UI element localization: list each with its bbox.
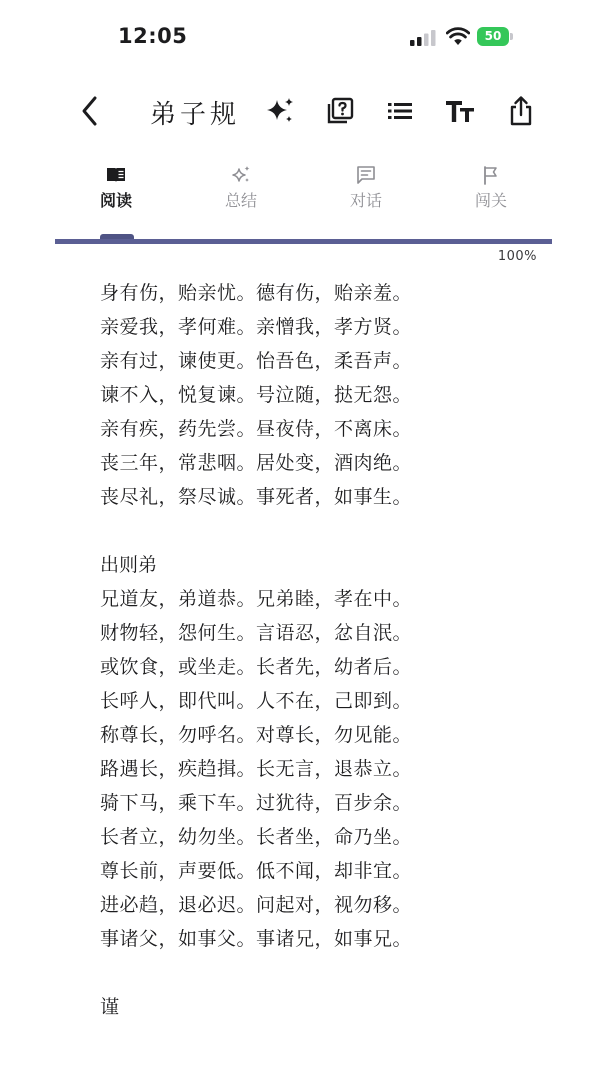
list-icon [386, 97, 414, 125]
share-icon [507, 95, 535, 127]
tab-chat[interactable] [311, 164, 421, 226]
text-size-icon [444, 96, 476, 126]
reading-progress-bar [55, 239, 552, 244]
verse-line: 亲有疾，药先尝。昼夜侍，不离床。 [100, 418, 413, 440]
chat-bubble-icon [355, 164, 377, 186]
table-of-contents-button[interactable] [384, 95, 416, 127]
open-book-icon [105, 164, 127, 186]
verse-line: 路遇长，疾趋揖。长无言，退恭立。 [100, 758, 413, 780]
cellular-signal-icon [410, 30, 436, 46]
verse-line: 事诸父，如事父。事诸兄，如事兄。 [100, 928, 413, 950]
sparkle-icon [264, 95, 296, 127]
verse-line: 骑下马，乘下车。过犹待，百步余。 [100, 792, 413, 814]
verse-line: 进必趋，退必迟。问起对，视勿移。 [100, 894, 413, 916]
status-time: 12:05 [118, 24, 188, 48]
section-spacer [100, 514, 560, 548]
verse-line: 称尊长，勿呼名。对尊长，勿见能。 [100, 724, 413, 746]
quiz-icon [325, 96, 355, 126]
tab-label: 对话 [349, 191, 382, 210]
nav-bar [0, 82, 607, 142]
reading-progress-percent: 100% [497, 249, 537, 264]
section-heading: 出则弟 [100, 554, 158, 576]
battery-level: 50 [484, 29, 502, 43]
sparkle-icon [230, 164, 252, 186]
section-heading: 谨 [100, 996, 120, 1018]
verse-line: 亲有过，谏使更。怡吾色，柔吾声。 [100, 350, 413, 372]
tab-read[interactable] [61, 164, 171, 226]
reader-content[interactable] [100, 276, 560, 1080]
tab-label: 闯关 [474, 191, 507, 210]
text-size-button[interactable] [444, 95, 476, 127]
verse-line: 身有伤，贻亲忧。德有伤，贻亲羞。 [100, 282, 413, 304]
tab-summary[interactable] [186, 164, 296, 226]
tab-challenge[interactable] [436, 164, 546, 226]
verse-line: 尊长前，声要低。低不闻，却非宜。 [100, 860, 413, 882]
flag-icon [480, 164, 502, 186]
section-spacer [100, 956, 560, 990]
verse-line: 或饮食，或坐走。长者先，幼者后。 [100, 656, 413, 678]
tab-label: 总结 [224, 191, 257, 210]
verse-block-1 [100, 276, 560, 514]
status-bar [0, 0, 607, 72]
quiz-button[interactable] [324, 95, 356, 127]
verse-line: 谏不入，悦复谏。号泣随，挞无怨。 [100, 384, 413, 406]
share-button[interactable] [505, 95, 537, 127]
wifi-icon [446, 27, 470, 46]
verse-line: 兄道友，弟道恭。兄弟睦，孝在中。 [100, 588, 413, 610]
verse-line: 丧三年，常悲咽。居处变，酒肉绝。 [100, 452, 413, 474]
verse-line: 财物轻，怨何生。言语忍，忿自泯。 [100, 622, 413, 644]
tab-label: 阅读 [99, 191, 132, 210]
back-chevron-icon[interactable] [78, 94, 102, 128]
verse-line: 长呼人，即代叫。人不在，己即到。 [100, 690, 413, 712]
tab-bar [55, 164, 552, 226]
page-title: 弟子规 [150, 100, 241, 130]
ai-sparkle-button[interactable] [264, 95, 296, 127]
verse-line: 丧尽礼，祭尽诚。事死者，如事生。 [100, 486, 413, 508]
verse-line: 亲爱我，孝何难。亲憎我，孝方贤。 [100, 316, 413, 338]
verse-block-2 [100, 582, 560, 956]
battery-charging-icon [477, 27, 513, 46]
verse-line: 长者立，幼勿坐。长者坐，命乃坐。 [100, 826, 413, 848]
